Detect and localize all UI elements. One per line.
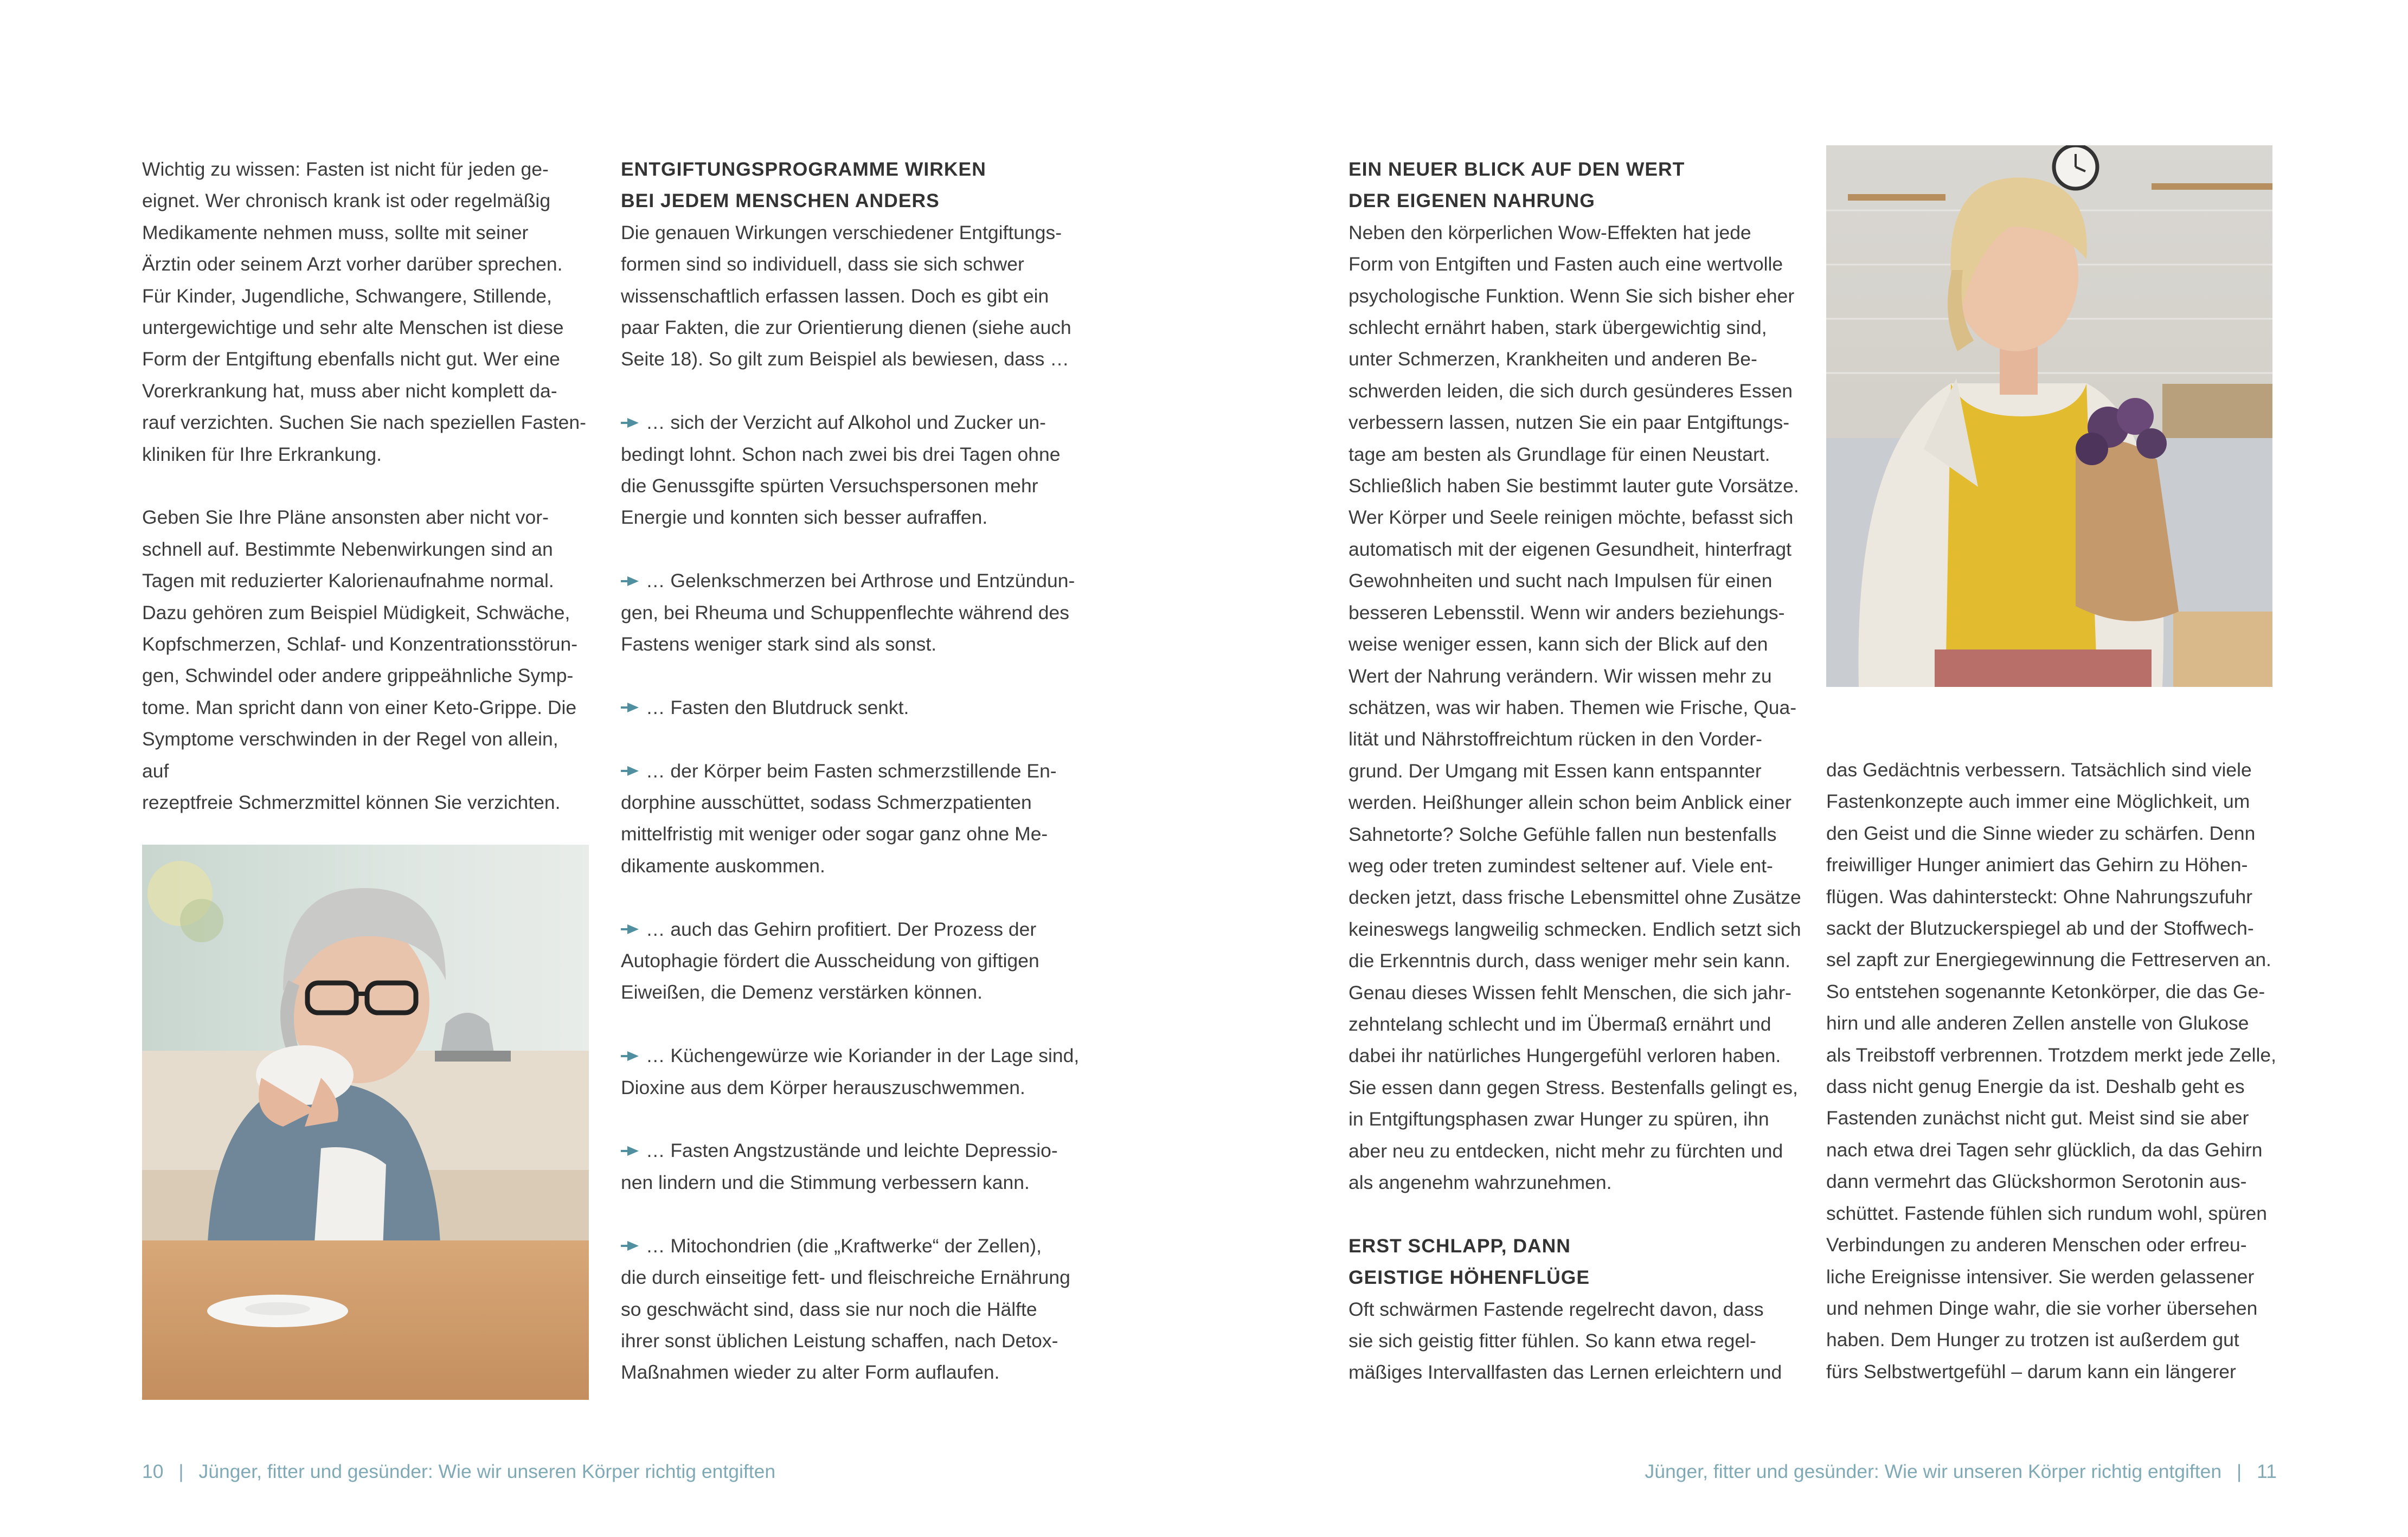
text-line: EIN NEUER BLICK AUF DEN WERT	[1349, 158, 1685, 180]
text-line: … Fasten Angstzustände und leichte Depressio-	[646, 1140, 1058, 1162]
text-line: rezeptfreie Schmerzmittel können Sie verzichten.	[142, 792, 561, 814]
text-line: Fastens weniger stark sind als sonst.	[621, 633, 937, 655]
text-line: fürs Selbstwertgefühl – darum kann ein längerer	[1826, 1360, 2236, 1382]
text-line: ihrer sonst üblichen Leistung schaffen, nach Detox-	[621, 1329, 1058, 1352]
paragraph-food-value	[1349, 217, 1804, 1199]
text-line: paar Fakten, die zur Orientierung dienen (siehe auch	[621, 317, 1071, 339]
text-line: kliniken für Ihre Erkrankung.	[142, 443, 382, 465]
text-line: rauf verzichten. Suchen Sie nach speziellen Fasten-	[142, 411, 586, 434]
text-line: Energie und konnten sich besser aufraffen.	[621, 506, 988, 529]
page-number-right: 11	[2257, 1461, 2277, 1482]
footer-separator-right: |	[2237, 1461, 2242, 1482]
text-line: flügen. Was dahintersteckt: Ohne Nahrungszufuhr	[1826, 885, 2253, 908]
text-line: dann vermehrt das Glückshormon Serotonin aus-	[1826, 1171, 2247, 1193]
text-line: als angenehm wahrzunehmen.	[1349, 1172, 1612, 1193]
text-line: Schließlich haben Sie bestimmt lauter gute Vorsätze.	[1349, 475, 1799, 497]
text-line: schüttet. Fastende fühlen sich rundum wohl, spüren	[1826, 1202, 2268, 1224]
text-line: besseren Lebensstil. Wenn wir anders beziehungs-	[1349, 601, 1785, 623]
text-line: Maßnahmen wieder zu alter Form auflaufen.	[621, 1361, 1000, 1384]
text-line: sackt der Blutzuckerspiegel ab und der Stoffwech-	[1826, 917, 2254, 940]
fact-item	[621, 914, 1087, 1008]
arrow-bullet-icon	[621, 766, 639, 776]
text-line: eignet. Wer chronisch krank ist oder regelmäßig	[142, 190, 551, 212]
text-line: grund. Der Umgang mit Essen kann entspannter	[1349, 760, 1762, 782]
text-line: automatisch mit der eigenen Gesundheit, hinterfragt	[1349, 538, 1791, 560]
paragraph-brain-fitness	[1826, 754, 2282, 1387]
text-line: Medikamente nehmen muss, sollte mit seiner	[142, 221, 529, 243]
text-line: keineswegs langweilig schmecken. Endlich setzt sich	[1349, 918, 1801, 940]
arrow-bullet-icon	[621, 924, 639, 935]
text-line: So entstehen sogenannte Ketonkörper, die das Ge-	[1826, 980, 2265, 1002]
text-line: schlecht ernährt haben, stark übergewichtig sind,	[1349, 317, 1767, 339]
text-line: Für Kinder, Jugendliche, Schwangere, Stillende,	[142, 285, 552, 307]
text-line: dorphine ausschüttet, sodass Schmerzpatienten	[621, 792, 1032, 814]
text-line: mäßiges Intervallfasten das Lernen erleichtern und	[1349, 1361, 1782, 1384]
text-line: aber neu zu entdecken, nicht mehr zu fürchten und	[1349, 1140, 1783, 1162]
text-line: Genau dieses Wissen fehlt Menschen, die sich jahr-	[1349, 981, 1791, 1004]
text-line: DER EIGENEN NAHRUNG	[1349, 190, 1595, 212]
text-line: den Geist und die Sinne wieder zu schärfen. Denn	[1826, 822, 2256, 844]
text-line: tome. Man spricht dann von einer Keto-Grippe. Die	[142, 696, 577, 718]
paragraph-detox-intro	[621, 217, 1087, 375]
text-line: Verbindungen zu anderen Menschen oder erfreu-	[1826, 1234, 2247, 1256]
arrow-bullet-icon	[621, 1240, 639, 1251]
text-line: … auch das Gehirn profitiert. Der Prozess der	[646, 918, 1037, 940]
heading-mental-highs	[1349, 1230, 1804, 1294]
text-line: … Fasten den Blutdruck senkt.	[646, 696, 909, 718]
text-line: Form der Entgiftung ebenfalls nicht gut. Wer eine	[142, 348, 560, 370]
text-line: Form von Entgiften und Fasten auch eine wertvolle	[1349, 253, 1783, 275]
heading-new-view-on-food	[1349, 153, 1804, 217]
footer-right	[1645, 1458, 2277, 1484]
text-line: weg oder treten zumindest seltener auf. Viele ent-	[1349, 854, 1773, 877]
text-line: als Treibstoff verbrennen. Trotzdem merkt jede Zelle,	[1826, 1044, 2277, 1066]
text-line: BEI JEDEM MENSCHEN ANDERS	[621, 190, 940, 212]
text-line: Fastenden zunächst nicht gut. Meist sind sie aber	[1826, 1107, 2249, 1129]
text-line: bedingt lohnt. Schon nach zwei bis drei Tagen ohne	[621, 443, 1061, 465]
text-line: freiwilliger Hunger animiert das Gehirn zu Höhen-	[1826, 854, 2248, 876]
arrow-bullet-icon	[621, 702, 639, 713]
text-line: … Küchengewürze wie Koriander in der Lage sind,	[646, 1045, 1080, 1067]
text-line: Dioxine aus dem Körper herauszuschwemmen.	[621, 1076, 1025, 1098]
text-line: psychologische Funktion. Wenn Sie sich bisher eher	[1349, 285, 1795, 307]
text-line: gen, Schwindel oder andere grippeähnliche Symp-	[142, 665, 574, 687]
text-line: … sich der Verzicht auf Alkohol und Zucker un-	[646, 411, 1046, 434]
fact-item	[621, 565, 1087, 660]
footer-title-left: Jünger, fitter und gesünder: Wie wir unseren Körper richtig entgiften	[198, 1461, 776, 1482]
paragraph-fasting-warning	[142, 153, 587, 470]
text-line: Autophagie fördert die Ausscheidung von giftigen	[621, 950, 1039, 972]
text-line: ERST SCHLAPP, DANN	[1349, 1234, 1571, 1257]
text-line: gen, bei Rheuma und Schuppenflechte während des	[621, 601, 1069, 623]
text-line: sie sich geistig fitter fühlen. So kann etwa regel-	[1349, 1330, 1756, 1352]
text-line: Kopfschmerzen, Schlaf- und Konzentrationsstörun-	[142, 633, 578, 655]
text-line: wissenschaftlich erfassen lassen. Doch es gibt ein	[621, 285, 1049, 307]
text-line: und nehmen Dinge wahr, die sie vorher übersehen	[1826, 1297, 2258, 1319]
text-line: Tagen mit reduzierter Kalorienaufnahme normal.	[142, 570, 554, 592]
text-line: Gewohnheiten und sucht nach Impulsen für einen	[1349, 570, 1773, 592]
text-line: schwerden leiden, die sich durch gesünderes Essen	[1349, 380, 1793, 402]
text-line: untergewichtige und sehr alte Menschen ist diese	[142, 317, 564, 339]
text-line: Sahnetorte? Solche Gefühle fallen nun bestenfalls	[1349, 823, 1777, 845]
text-line: lität und Nährstoffreichtum rücken in den Vorder-	[1349, 728, 1762, 750]
text-line: in Entgiftungsphasen zwar Hunger zu spüren, ihn	[1349, 1108, 1769, 1130]
text-line: unter Schmerzen, Krankheiten und anderen Be-	[1349, 348, 1757, 370]
text-line: nach etwa drei Tagen sehr glücklich, da das Gehirn	[1826, 1139, 2263, 1161]
text-line: Sie essen dann gegen Stress. Bestenfalls gelingt es,	[1349, 1076, 1798, 1098]
text-line: schätzen, was wir haben. Themen wie Frische, Qua-	[1349, 696, 1797, 718]
text-line: die durch einseitige fett- und fleischreiche Ernährung	[621, 1266, 1070, 1289]
photo-woman-drinking	[142, 845, 589, 1400]
fact-item	[621, 407, 1087, 533]
column-3	[1349, 153, 1804, 1388]
photo-woman-groceries	[1826, 145, 2272, 687]
text-line: Dazu gehören zum Beispiel Müdigkeit, Schwäche,	[142, 601, 570, 623]
text-line: decken jetzt, dass frische Lebensmittel ohne Zusätze	[1349, 886, 1801, 909]
fact-item	[621, 692, 1087, 723]
arrow-bullet-icon	[621, 1146, 639, 1156]
text-line: ENTGIFTUNGSPROGRAMME WIRKEN	[621, 158, 986, 180]
text-line: werden. Heißhunger allein schon beim Anblick einer	[1349, 792, 1791, 814]
text-line: Wert der Nahrung verändern. Wir wissen mehr zu	[1349, 665, 1772, 687]
text-line: die Genussgifte spürten Versuchspersonen mehr	[621, 475, 1038, 497]
text-line: Geben Sie Ihre Pläne ansonsten aber nicht vor-	[142, 506, 549, 529]
column-4	[1826, 754, 2282, 1387]
text-line: nen lindern und die Stimmung verbessern kann.	[621, 1171, 1030, 1193]
fact-item	[621, 755, 1087, 882]
text-line: weise weniger essen, kann sich der Blick auf den	[1349, 633, 1768, 655]
text-line: Wichtig zu wissen: Fasten ist nicht für jeden ge-	[142, 158, 549, 180]
text-line: die Erkenntnis durch, dass weniger mehr sein kann.	[1349, 950, 1790, 972]
footer-separator-left: |	[178, 1461, 184, 1482]
page-number-left: 10	[142, 1461, 164, 1482]
text-line: Die genauen Wirkungen verschiedener Entgiftungs-	[621, 221, 1062, 243]
text-line: Vorerkrankung hat, muss aber nicht komplett da-	[142, 380, 557, 402]
text-line: Neben den körperlichen Wow-Effekten hat jede	[1349, 221, 1751, 243]
text-line: Seite 18). So gilt zum Beispiel als bewiesen, dass …	[621, 348, 1069, 370]
text-line: Ärztin oder seinem Arzt vorher darüber sprechen.	[142, 253, 563, 275]
column-1	[142, 153, 587, 819]
text-line: Fastenkonzepte auch immer eine Möglichkeit, um	[1826, 790, 2250, 813]
text-line: formen sind so individuell, dass sie sich schwer	[621, 253, 1024, 275]
footer-left	[142, 1458, 775, 1484]
text-line: liche Ereignisse intensiver. Sie werden gelassener	[1826, 1265, 2255, 1288]
text-line: Wer Körper und Seele reinigen möchte, befasst sich	[1349, 506, 1794, 529]
text-line: zehntelang schlecht und im Übermaß ernährt und	[1349, 1013, 1771, 1035]
text-line: sel zapft zur Energiegewinnung die Fettreserven an.	[1826, 949, 2271, 971]
fact-item	[621, 1040, 1087, 1103]
text-line: … der Körper beim Fasten schmerzstillende En-	[646, 760, 1057, 782]
text-line: … Mitochondrien (die „Kraftwerke“ der Zellen),	[646, 1234, 1042, 1257]
text-line: schnell auf. Bestimmte Nebenwirkungen sind an	[142, 538, 553, 560]
fact-list	[621, 407, 1087, 1388]
arrow-bullet-icon	[621, 576, 639, 587]
paragraph-mental-fitness	[1349, 1294, 1804, 1388]
text-line: … Gelenkschmerzen bei Arthrose und Entzündun-	[646, 570, 1075, 592]
arrow-bullet-icon	[621, 1051, 639, 1062]
heading-detox-programs	[621, 153, 1087, 217]
text-line: das Gedächtnis verbessern. Tatsächlich sind viele	[1826, 759, 2252, 781]
column-2	[621, 153, 1087, 1388]
text-line: dass nicht genug Energie da ist. Deshalb geht es	[1826, 1076, 2245, 1098]
arrow-bullet-icon	[621, 417, 639, 428]
fact-item	[621, 1230, 1087, 1388]
text-line: Eiweißen, die Demenz verstärken können.	[621, 981, 983, 1004]
text-line: haben. Dem Hunger zu trotzen ist außerdem gut	[1826, 1329, 2239, 1351]
text-line: dabei ihr natürliches Hungergefühl verloren haben.	[1349, 1045, 1781, 1067]
paragraph-side-effects	[142, 501, 587, 818]
text-line: Symptome verschwinden in der Regel von allein, auf	[142, 728, 558, 782]
fact-item	[621, 1135, 1087, 1198]
text-line: hirn und alle anderen Zellen anstelle von Glukose	[1826, 1012, 2249, 1034]
text-line: verbessern lassen, nutzen Sie ein paar Entgiftungs-	[1349, 411, 1790, 434]
footer-title-right: Jünger, fitter und gesünder: Wie wir unseren Körper richtig entgiften	[1645, 1461, 2222, 1482]
text-line: mittelfristig mit weniger oder sogar ganz ohne Me-	[621, 823, 1048, 845]
text-line: tage am besten als Grundlage für einen Neustart.	[1349, 443, 1770, 465]
text-line: dikamente auskommen.	[621, 854, 825, 877]
text-line: GEISTIGE HÖHENFLÜGE	[1349, 1266, 1590, 1289]
text-line: Oft schwärmen Fastende regelrecht davon, dass	[1349, 1298, 1764, 1320]
text-line: so geschwächt sind, dass sie nur noch die Hälfte	[621, 1298, 1037, 1320]
